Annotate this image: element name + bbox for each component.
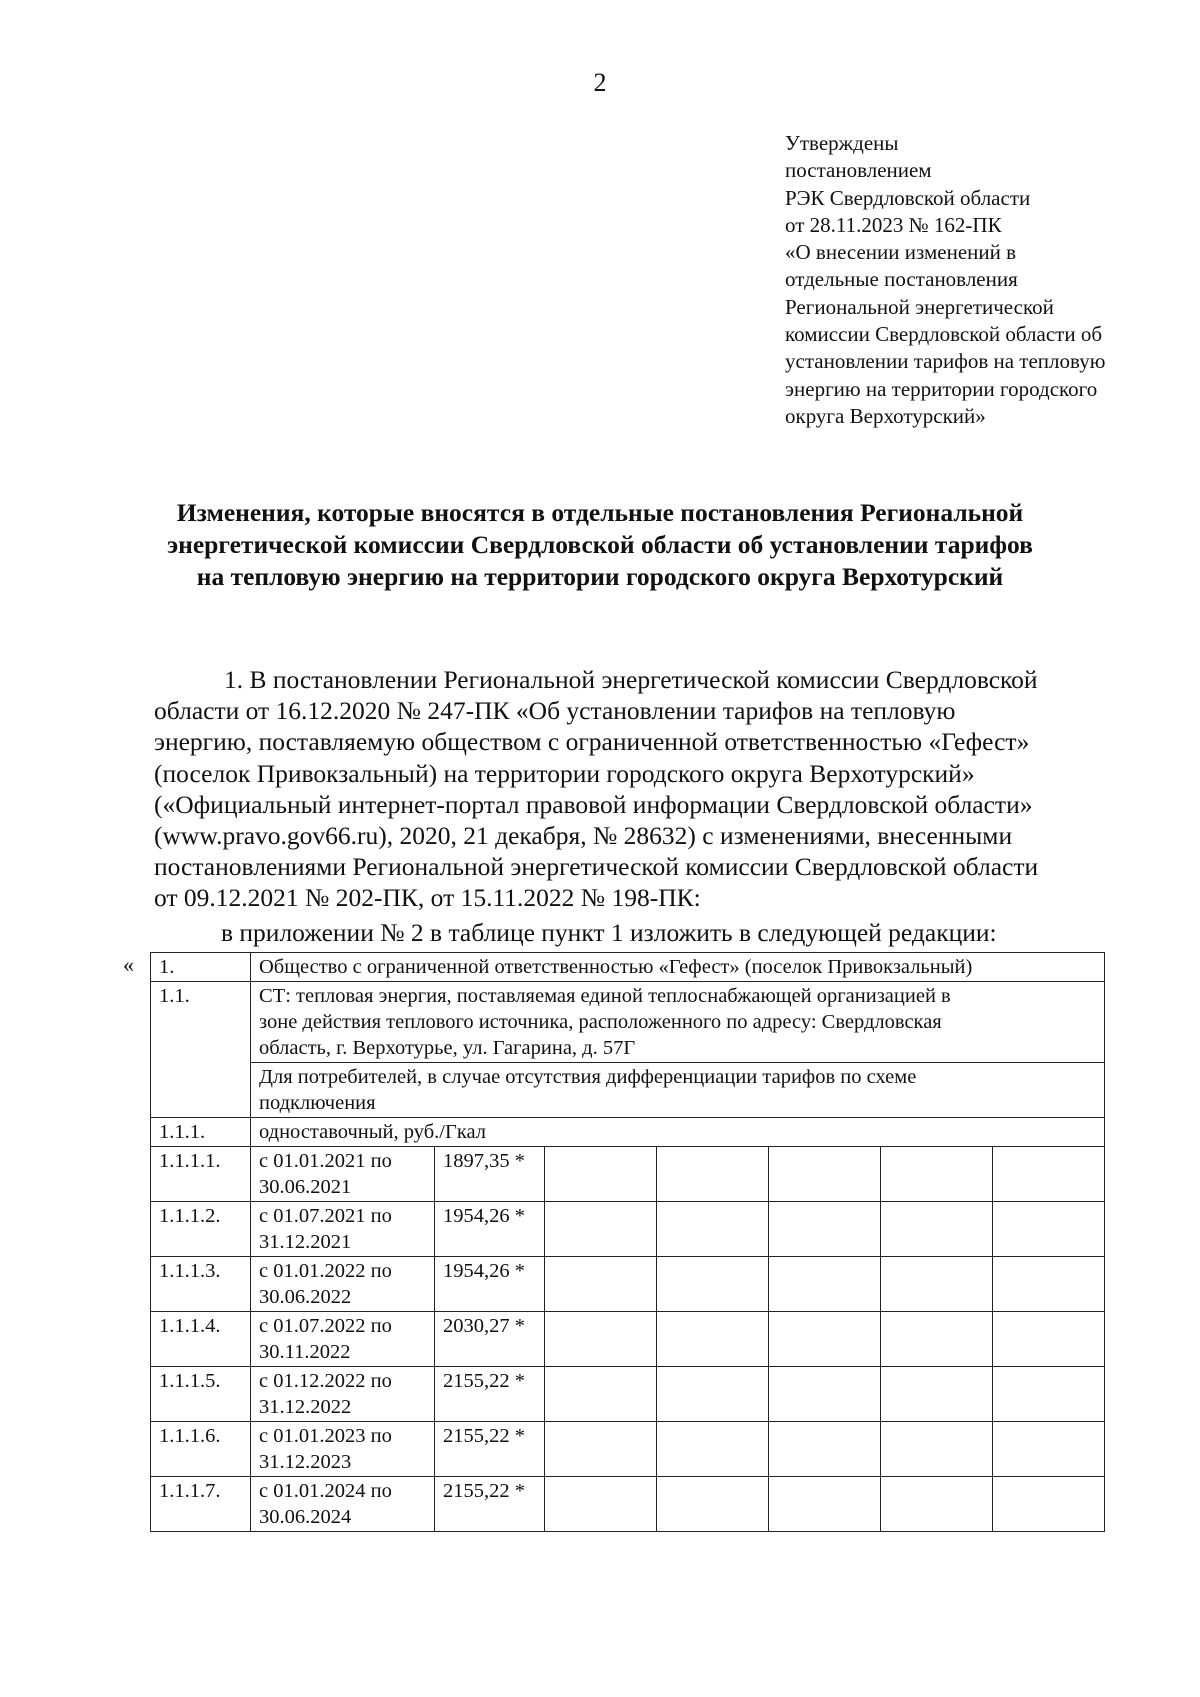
empty-cell (769, 1367, 881, 1422)
tariff-value: 2155,22 * (435, 1422, 545, 1477)
period-cell (251, 1257, 435, 1312)
main-paragraph (154, 664, 1154, 914)
period-start: с 01.01.2022 по (259, 1260, 392, 1282)
empty-cell (769, 1147, 881, 1202)
empty-cell (545, 1367, 657, 1422)
tariff-value: 2155,22 * (435, 1477, 545, 1532)
table-row (151, 953, 1105, 982)
period-end: 30.11.2022 (259, 1341, 351, 1363)
period-end: 30.06.2024 (259, 1506, 352, 1528)
tariff-value: 1954,26 * (435, 1257, 545, 1312)
cell-line: СТ: тепловая энергия, поставляемая единой теплоснабжающей организацией в (259, 985, 951, 1007)
approval-line: РЭК Свердловской области (785, 185, 1031, 210)
approval-line: от 28.11.2023 № 162-ПК (785, 212, 1002, 237)
empty-cell (657, 1422, 769, 1477)
empty-cell (769, 1257, 881, 1312)
period-cell (251, 1312, 435, 1367)
table-row (151, 982, 1105, 1063)
period-cell (251, 1367, 435, 1422)
approval-line: установлении тарифов на тепловую (785, 349, 1106, 374)
table-row (151, 1477, 1105, 1532)
cell-line: зоне действия теплового источника, расположенного по адресу: Свердловская (259, 1011, 942, 1033)
period-end: 31.12.2021 (259, 1231, 352, 1253)
opening-quote: « (123, 952, 134, 977)
row-number: 1.1.1. (151, 1118, 251, 1147)
empty-cell (881, 1202, 993, 1257)
period-start: с 01.12.2022 по (259, 1370, 392, 1392)
title-line: энергетической комиссии Свердловской области об установлении тарифов (167, 530, 1033, 559)
paragraph-line: энергию, поставляемую обществом с ограниченной ответственностью «Гефест» (154, 727, 1030, 757)
empty-cell (657, 1367, 769, 1422)
table-row (151, 1202, 1105, 1257)
empty-cell (769, 1422, 881, 1477)
paragraph-line: (www.pravo.gov66.ru), 2020, 21 декабря, № 28632) с изменениями, внесенными (154, 821, 1013, 851)
row-number: 1.1.1.3. (151, 1257, 251, 1312)
empty-cell (993, 1257, 1105, 1312)
paragraph-line: постановлениями Региональной энергетической комиссии Свердловской области (154, 852, 1039, 882)
period-end: 30.06.2021 (259, 1176, 352, 1198)
page-number: 2 (593, 68, 607, 97)
organization-name: Общество с ограниченной ответственностью «Гефест» (поселок Привокзальный) (251, 953, 1105, 982)
row-number: 1. (151, 953, 251, 982)
paragraph-line: 1. В постановлении Региональной энергетической комиссии Свердловской (224, 665, 1038, 694)
period-cell (251, 1147, 435, 1202)
period-end: 31.12.2022 (259, 1396, 352, 1418)
approval-line: округа Верхотурский» (785, 403, 986, 428)
empty-cell (769, 1312, 881, 1367)
table-row (151, 1118, 1105, 1147)
title-line: на тепловую энергию на территории городского округа Верхотурский (196, 562, 1004, 591)
empty-cell (993, 1147, 1105, 1202)
table-row (151, 1312, 1105, 1367)
period-start: с 01.01.2024 по (259, 1480, 392, 1502)
period-start: с 01.01.2021 по (259, 1150, 392, 1172)
approval-line: Региональной энергетической (785, 294, 1054, 319)
period-start: с 01.07.2022 по (259, 1315, 392, 1337)
empty-cell (657, 1202, 769, 1257)
cell-line: область, г. Верхотурье, ул. Гагарина, д. 57Г (259, 1037, 636, 1059)
period-start: с 01.01.2023 по (259, 1425, 392, 1447)
empty-cell (545, 1312, 657, 1367)
empty-cell (657, 1257, 769, 1312)
tariff-value: 2155,22 * (435, 1367, 545, 1422)
empty-cell (881, 1477, 993, 1532)
approval-line: Утверждены (785, 131, 899, 155)
row-number: 1.1.1.5. (151, 1367, 251, 1422)
tariff-type: одноставочный, руб./Гкал (251, 1118, 1105, 1147)
title-line: Изменения, которые вносятся в отдельные постановления Региональной (176, 498, 1024, 527)
table-row (151, 1147, 1105, 1202)
empty-cell (881, 1422, 993, 1477)
paragraph-line: (поселок Привокзальный) на территории городского округа Верхотурский» (154, 758, 975, 788)
empty-cell (657, 1477, 769, 1532)
period-cell (251, 1422, 435, 1477)
approval-line: отдельные постановления (785, 267, 1018, 292)
approval-line: постановлением (785, 158, 932, 183)
tariff-description (251, 982, 1105, 1063)
period-end: 30.06.2022 (259, 1286, 352, 1308)
approval-block (785, 130, 1185, 430)
row-number: 1.1.1.2. (151, 1202, 251, 1257)
empty-cell (657, 1147, 769, 1202)
paragraph-line: («Официальный интернет-портал правовой информации Свердловской области» (154, 789, 1033, 819)
row-number: 1.1. (151, 982, 251, 1118)
tariff-value: 1897,35 * (435, 1147, 545, 1202)
empty-cell (769, 1477, 881, 1532)
table-row (151, 1422, 1105, 1477)
empty-cell (881, 1147, 993, 1202)
empty-cell (545, 1477, 657, 1532)
empty-cell (545, 1147, 657, 1202)
table-row (151, 1367, 1105, 1422)
tariff-value: 1954,26 * (435, 1202, 545, 1257)
approval-line: «О внесении изменений в (785, 240, 1017, 265)
cell-line: Для потребителей, в случае отсутствия дифференциации тарифов по схеме (259, 1066, 917, 1088)
empty-cell (881, 1257, 993, 1312)
table-row (151, 1257, 1105, 1312)
row-number: 1.1.1.7. (151, 1477, 251, 1532)
paragraph-line: от 09.12.2021 № 202-ПК, от 15.11.2022 № 198-ПК: (154, 883, 701, 913)
row-number: 1.1.1.1. (151, 1147, 251, 1202)
empty-cell (881, 1367, 993, 1422)
row-number: 1.1.1.4. (151, 1312, 251, 1367)
period-start: с 01.07.2021 по (259, 1205, 392, 1227)
tariff-value: 2030,27 * (435, 1312, 545, 1367)
empty-cell (657, 1312, 769, 1367)
cell-line: подключения (259, 1092, 376, 1114)
table-instruction: в приложении № 2 в таблице пункт 1 изложить в следующей редакции: (221, 918, 997, 947)
empty-cell (993, 1202, 1105, 1257)
period-end: 31.12.2023 (259, 1451, 352, 1473)
approval-line: энергию на территории городского (785, 376, 1098, 401)
empty-cell (993, 1477, 1105, 1532)
tariff-table (150, 952, 1105, 1532)
empty-cell (881, 1312, 993, 1367)
empty-cell (545, 1202, 657, 1257)
table-row (151, 1063, 1105, 1118)
empty-cell (545, 1257, 657, 1312)
approval-line: комиссии Свердловской области об (785, 322, 1103, 347)
paragraph-line: области от 16.12.2020 № 247-ПК «Об установлении тарифов на тепловую (154, 696, 956, 726)
consumer-group (251, 1063, 1105, 1118)
empty-cell (993, 1422, 1105, 1477)
empty-cell (545, 1422, 657, 1477)
period-cell (251, 1202, 435, 1257)
period-cell (251, 1477, 435, 1532)
empty-cell (993, 1367, 1105, 1422)
empty-cell (993, 1312, 1105, 1367)
empty-cell (769, 1202, 881, 1257)
document-title (100, 497, 1100, 593)
row-number: 1.1.1.6. (151, 1422, 251, 1477)
